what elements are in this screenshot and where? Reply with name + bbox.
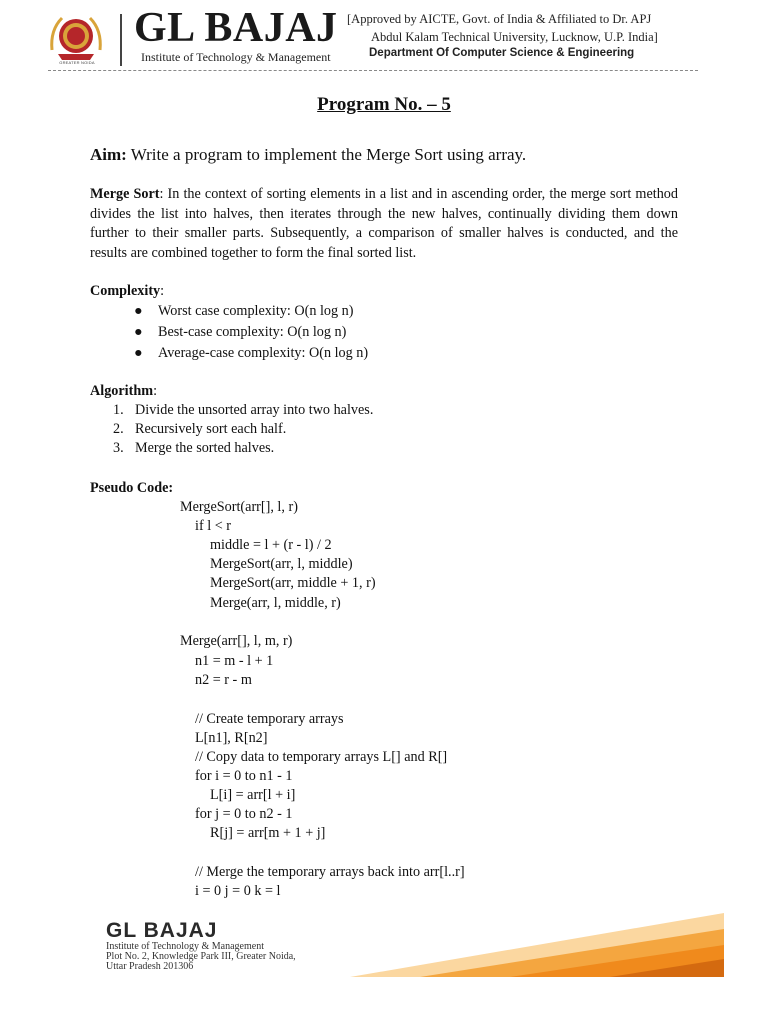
- program-title: Program No. – 5: [317, 94, 451, 115]
- code-line: if l < r: [195, 518, 231, 534]
- aim-label: Aim:: [90, 145, 127, 164]
- code-line: MergeSort(arr, middle + 1, r): [210, 575, 376, 591]
- code-line: MergeSort(arr, l, middle): [210, 556, 353, 572]
- merge-sort-description: [90, 185, 678, 263]
- code-line: Merge(arr, l, middle, r): [210, 595, 341, 611]
- bullet-icon: ●: [134, 345, 143, 361]
- code-line: MergeSort(arr[], l, r): [180, 499, 298, 515]
- code-line: middle = l + (r - l) / 2: [210, 537, 332, 553]
- bullet-icon: ●: [134, 324, 143, 340]
- code-line: for j = 0 to n2 - 1: [195, 806, 293, 822]
- header-divider: [120, 14, 122, 66]
- footer-line-1: Institute of Technology & Management: [106, 941, 264, 952]
- code-line: // Merge the temporary arrays back into arr[l..r]: [195, 864, 465, 880]
- complexity-worst: Worst case complexity: O(n log n): [158, 303, 354, 319]
- list-item: [113, 421, 286, 438]
- complexity-label: Complexity: [90, 283, 161, 299]
- algorithm-colon: :: [153, 383, 158, 399]
- code-line: for i = 0 to n1 - 1: [195, 768, 293, 784]
- complexity-heading: [90, 283, 164, 300]
- code-line: L[i] = arr[l + i]: [210, 787, 296, 803]
- header-dashed-rule: [48, 70, 698, 71]
- institute-name: GL BAJAJ: [134, 5, 338, 51]
- algorithm-label: Algorithm: [90, 383, 154, 399]
- step-number: 2.: [113, 421, 124, 437]
- emblem-caption: GREATER NOIDA: [59, 60, 95, 65]
- bullet-icon: ●: [134, 303, 143, 319]
- code-line: // Create temporary arrays: [195, 711, 344, 727]
- code-line: i = 0 j = 0 k = l: [195, 883, 281, 899]
- institute-emblem-icon: [48, 10, 104, 66]
- step-text: Merge the sorted halves.: [135, 440, 275, 456]
- merge-sort-text: : In the context of sorting elements in a list and in ascending order, the merge sort method divides the list into halves, then iterates through the new halves, continually dividing them down further to their smaller parts. Subsequently, a comparison of smaller halves is conducted, and the results are combined together to form the final sorted list.: [90, 186, 678, 261]
- institute-subtitle: Institute of Technology & Management: [141, 50, 331, 64]
- step-number: 3.: [113, 440, 124, 456]
- department-name: Department Of Computer Science & Engineering: [369, 47, 635, 59]
- code-line: Merge(arr[], l, m, r): [180, 633, 293, 649]
- footer-line-2: Plot No. 2, Knowledge Park III, Greater Noida,: [106, 951, 296, 962]
- merge-sort-label: Merge Sort: [90, 186, 160, 202]
- complexity-colon: :: [160, 283, 165, 299]
- list-item: [134, 303, 353, 320]
- letterhead: [0, 0, 768, 78]
- approval-line-2: Abdul Kalam Technical University, Lucknow, U.P. India]: [371, 30, 658, 44]
- pseudo-code-heading: Pseudo Code:: [90, 480, 174, 496]
- complexity-average: Average-case complexity: O(n log n): [158, 345, 369, 361]
- footer-brand: GL BAJAJ: [106, 919, 218, 942]
- aim-text: Write a program to implement the Merge Sort using array.: [126, 145, 527, 164]
- footer-line-3: Uttar Pradesh 201306: [106, 961, 194, 972]
- aim-statement: [90, 145, 526, 165]
- list-item: [134, 324, 346, 341]
- code-line: R[j] = arr[m + 1 + j]: [210, 825, 326, 841]
- step-text: Recursively sort each half.: [135, 421, 287, 437]
- list-item: [113, 440, 274, 457]
- code-line: L[n1], R[n2]: [195, 730, 268, 746]
- letterhead-footer: [90, 907, 724, 977]
- approval-line-1: [Approved by AICTE, Govt. of India & Affiliated to Dr. APJ: [347, 12, 652, 26]
- code-line: n2 = r - m: [195, 672, 252, 688]
- step-number: 1.: [113, 402, 124, 418]
- code-line: n1 = m - l + 1: [195, 653, 274, 669]
- complexity-best: Best-case complexity: O(n log n): [158, 324, 347, 340]
- algorithm-heading: [90, 383, 157, 400]
- step-text: Divide the unsorted array into two halves.: [135, 402, 374, 418]
- list-item: [134, 345, 368, 362]
- list-item: [113, 402, 373, 419]
- code-line: // Copy data to temporary arrays L[] and R[]: [195, 749, 448, 765]
